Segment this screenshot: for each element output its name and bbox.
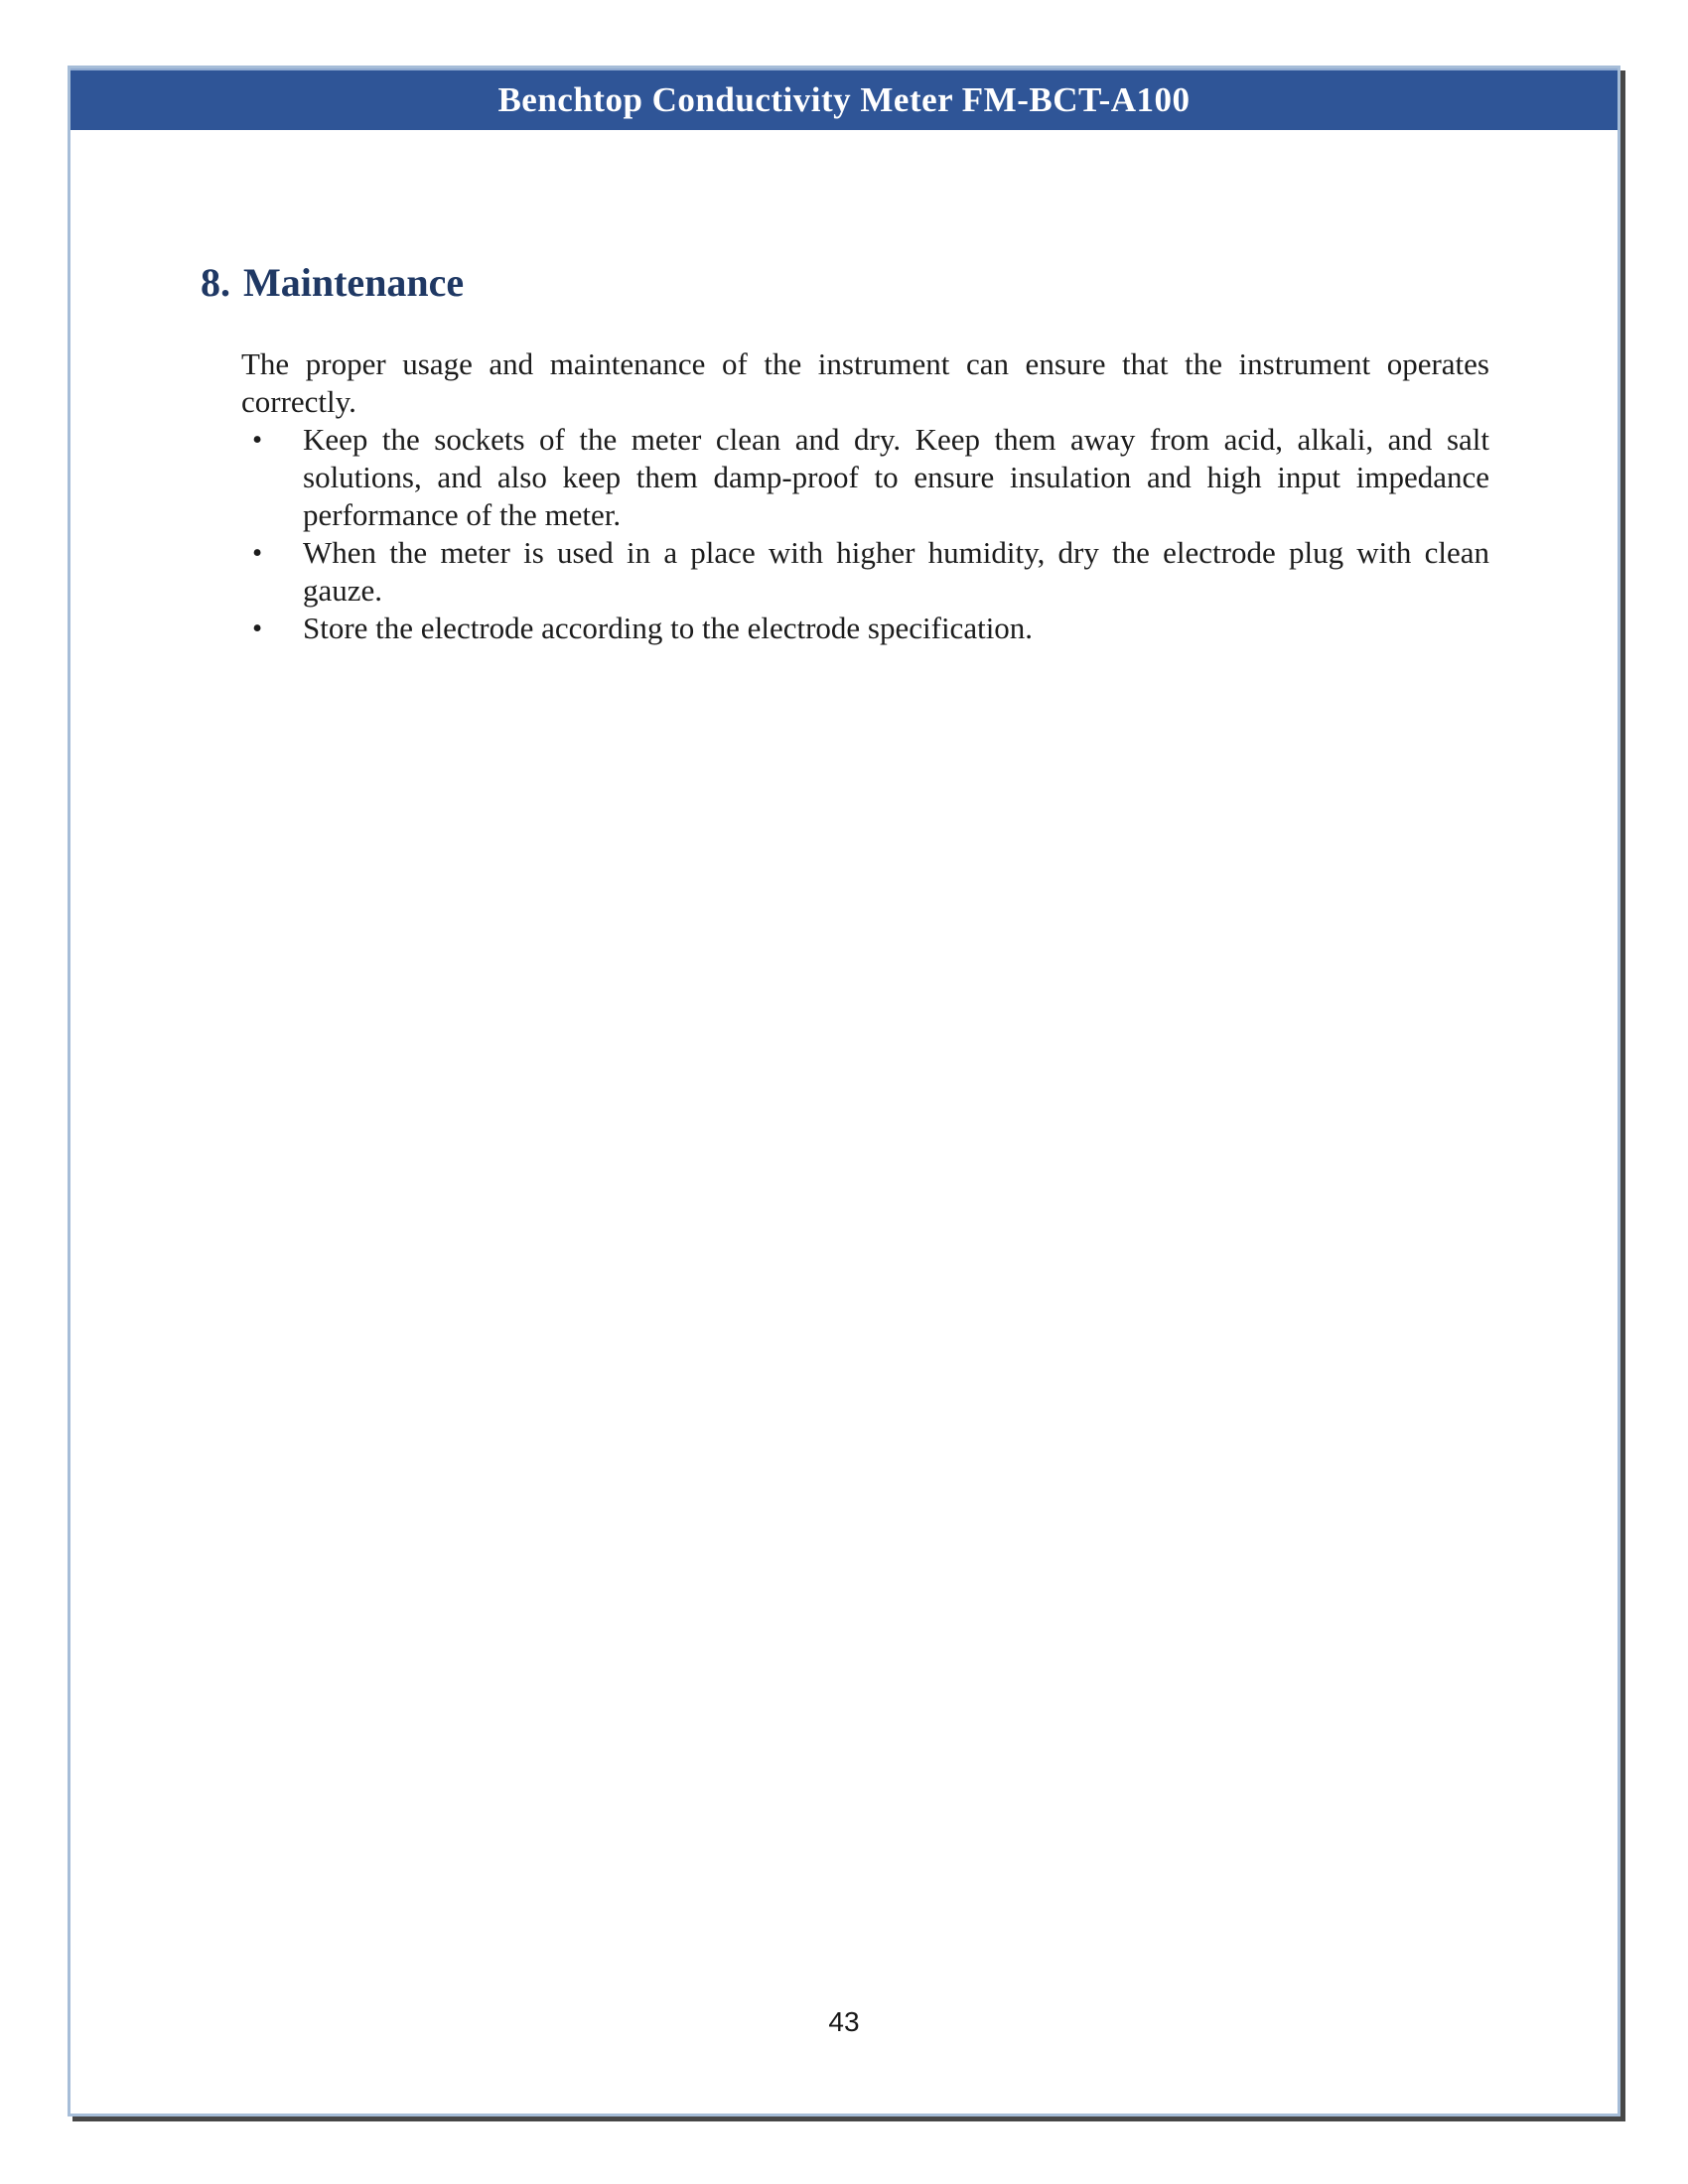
intro-paragraph: The proper usage and maintenance of the instrument can ensure that the instrument operates correctly. — [241, 346, 1489, 419]
section-title: Maintenance — [243, 260, 465, 305]
list-item — [241, 534, 1489, 610]
section-body — [241, 345, 1489, 647]
section-number: 8. — [201, 260, 230, 305]
document-title: Benchtop Conductivity Meter FM-BCT-A100 — [497, 80, 1191, 119]
page-header-bar — [70, 68, 1618, 130]
section-heading — [201, 259, 464, 306]
list-item-text: Keep the sockets of the meter clean and dry. Keep them away from acid, alkali, and salt solutions, and also keep them damp-proof to ensure insulation and high input impedance performance of the meter. — [303, 422, 1489, 532]
list-item-text: Store the electrode according to the electrode specification. — [303, 611, 1034, 645]
list-item — [241, 421, 1489, 534]
list-item-text: When the meter is used in a place with higher humidity, dry the electrode plug with clean gauze. — [303, 535, 1489, 608]
bullet-marker: • — [252, 424, 263, 456]
page-number: 43 — [828, 2006, 860, 2037]
list-item — [241, 610, 1489, 647]
maintenance-bullet-list — [241, 421, 1489, 647]
bullet-marker: • — [252, 537, 263, 569]
document-page — [68, 66, 1620, 2116]
bullet-marker: • — [252, 613, 263, 644]
